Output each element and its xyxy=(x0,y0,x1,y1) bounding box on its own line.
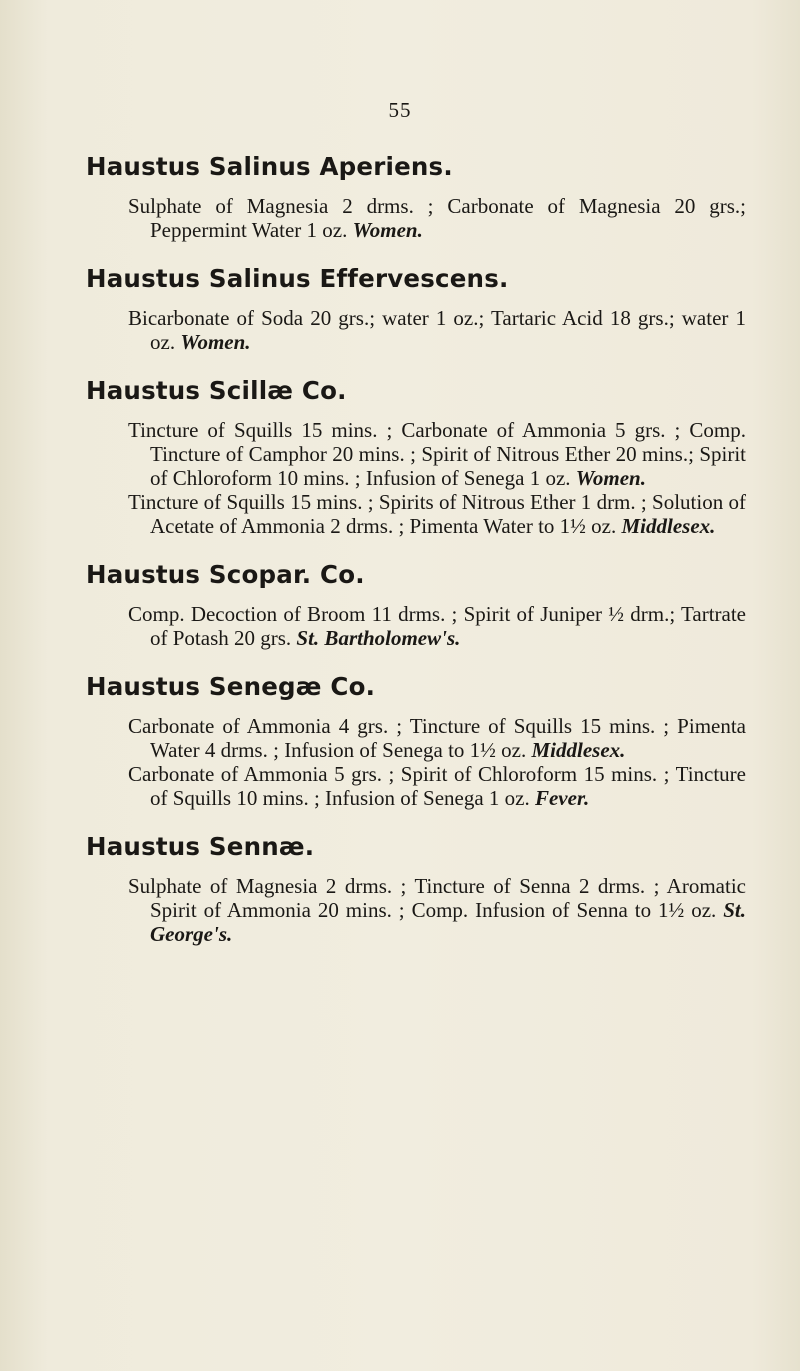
formula-entry xyxy=(86,670,746,830)
hospital-source: Middlesex. xyxy=(621,514,716,538)
entry-spacer xyxy=(86,538,746,558)
formula-ingredients xyxy=(128,874,746,946)
formula-ingredients xyxy=(128,306,746,354)
hospital-source: St. Bartholomew's. xyxy=(296,626,461,650)
formula-ingredients xyxy=(128,602,746,650)
formula-title: Haustus Salinus Effervescens. xyxy=(86,264,509,293)
formula-entry xyxy=(86,262,746,374)
ingredients-text: Bicarbonate of Soda 20 grs.; water 1 oz.; Tartaric Acid 18 grs.; water 1 oz. xyxy=(128,306,746,354)
ingredients-text: Comp. Decoction of Broom 11 drms. ; Spirit of Juniper ½ drm.; Tartrate of Potash 20 grs. xyxy=(128,602,746,650)
formula-ingredients xyxy=(128,762,746,810)
hospital-source: Fever. xyxy=(534,786,590,810)
formulary-content xyxy=(86,150,746,946)
hospital-source: Middlesex. xyxy=(531,738,626,762)
hospital-source: Women. xyxy=(180,330,251,354)
hospital-source: Women. xyxy=(575,466,646,490)
page-number: 55 xyxy=(388,98,412,122)
entry-spacer xyxy=(86,650,746,670)
formula-entry xyxy=(86,150,746,262)
entry-spacer xyxy=(86,810,746,830)
ingredients-text: Tincture of Squills 15 mins. ; Carbonate of Ammonia 5 grs. ; Comp. Tincture of Camphor 20 mins. ; Spirit of Nitrous Ether 20 mins.; Spirit of Chloroform 10 mins. ; Infusion of Senega 1 oz. xyxy=(128,418,746,490)
hospital-source: St. George's. xyxy=(150,898,747,946)
formula-title: Haustus Sennæ. xyxy=(86,832,315,861)
ingredients-text: Carbonate of Ammonia 4 grs. ; Tincture of Squills 15 mins. ; Pimenta Water 4 drms. ; Infusion of Senega to 1½ oz. xyxy=(128,714,746,762)
ingredients-text: Carbonate of Ammonia 5 grs. ; Spirit of Chloroform 15 mins. ; Tincture of Squills 10 mins. ; Infusion of Senega 1 oz. xyxy=(128,762,746,810)
entry-spacer xyxy=(86,354,746,374)
formula-ingredients xyxy=(128,194,746,242)
formula-title: Haustus Senegæ Co. xyxy=(86,672,376,701)
ingredients-text: Sulphate of Magnesia 2 drms. ; Carbonate of Magnesia 20 grs.; Peppermint Water 1 oz. xyxy=(128,194,746,242)
formula-entry xyxy=(86,374,746,558)
formula-ingredients xyxy=(128,418,746,490)
formula-title: Haustus Scopar. Co. xyxy=(86,560,365,589)
formula-entry xyxy=(86,830,746,946)
entry-spacer xyxy=(86,242,746,262)
ingredients-text: Tincture of Squills 15 mins. ; Spirits of Nitrous Ether 1 drm. ; Solution of Acetate of Ammonia 2 drms. ; Pimenta Water to 1½ oz. xyxy=(128,490,746,538)
ingredients-text: Sulphate of Magnesia 2 drms. ; Tincture of Senna 2 drms. ; Aromatic Spirit of Ammonia 20 mins. ; Comp. Infusion of Senna to 1½ oz. xyxy=(128,874,746,922)
formula-entry xyxy=(86,558,746,670)
formula-title: Haustus Salinus Aperiens. xyxy=(86,152,453,181)
formula-ingredients xyxy=(128,490,746,538)
hospital-source: Women. xyxy=(352,218,423,242)
formula-title: Haustus Scillæ Co. xyxy=(86,376,347,405)
formula-ingredients xyxy=(128,714,746,762)
